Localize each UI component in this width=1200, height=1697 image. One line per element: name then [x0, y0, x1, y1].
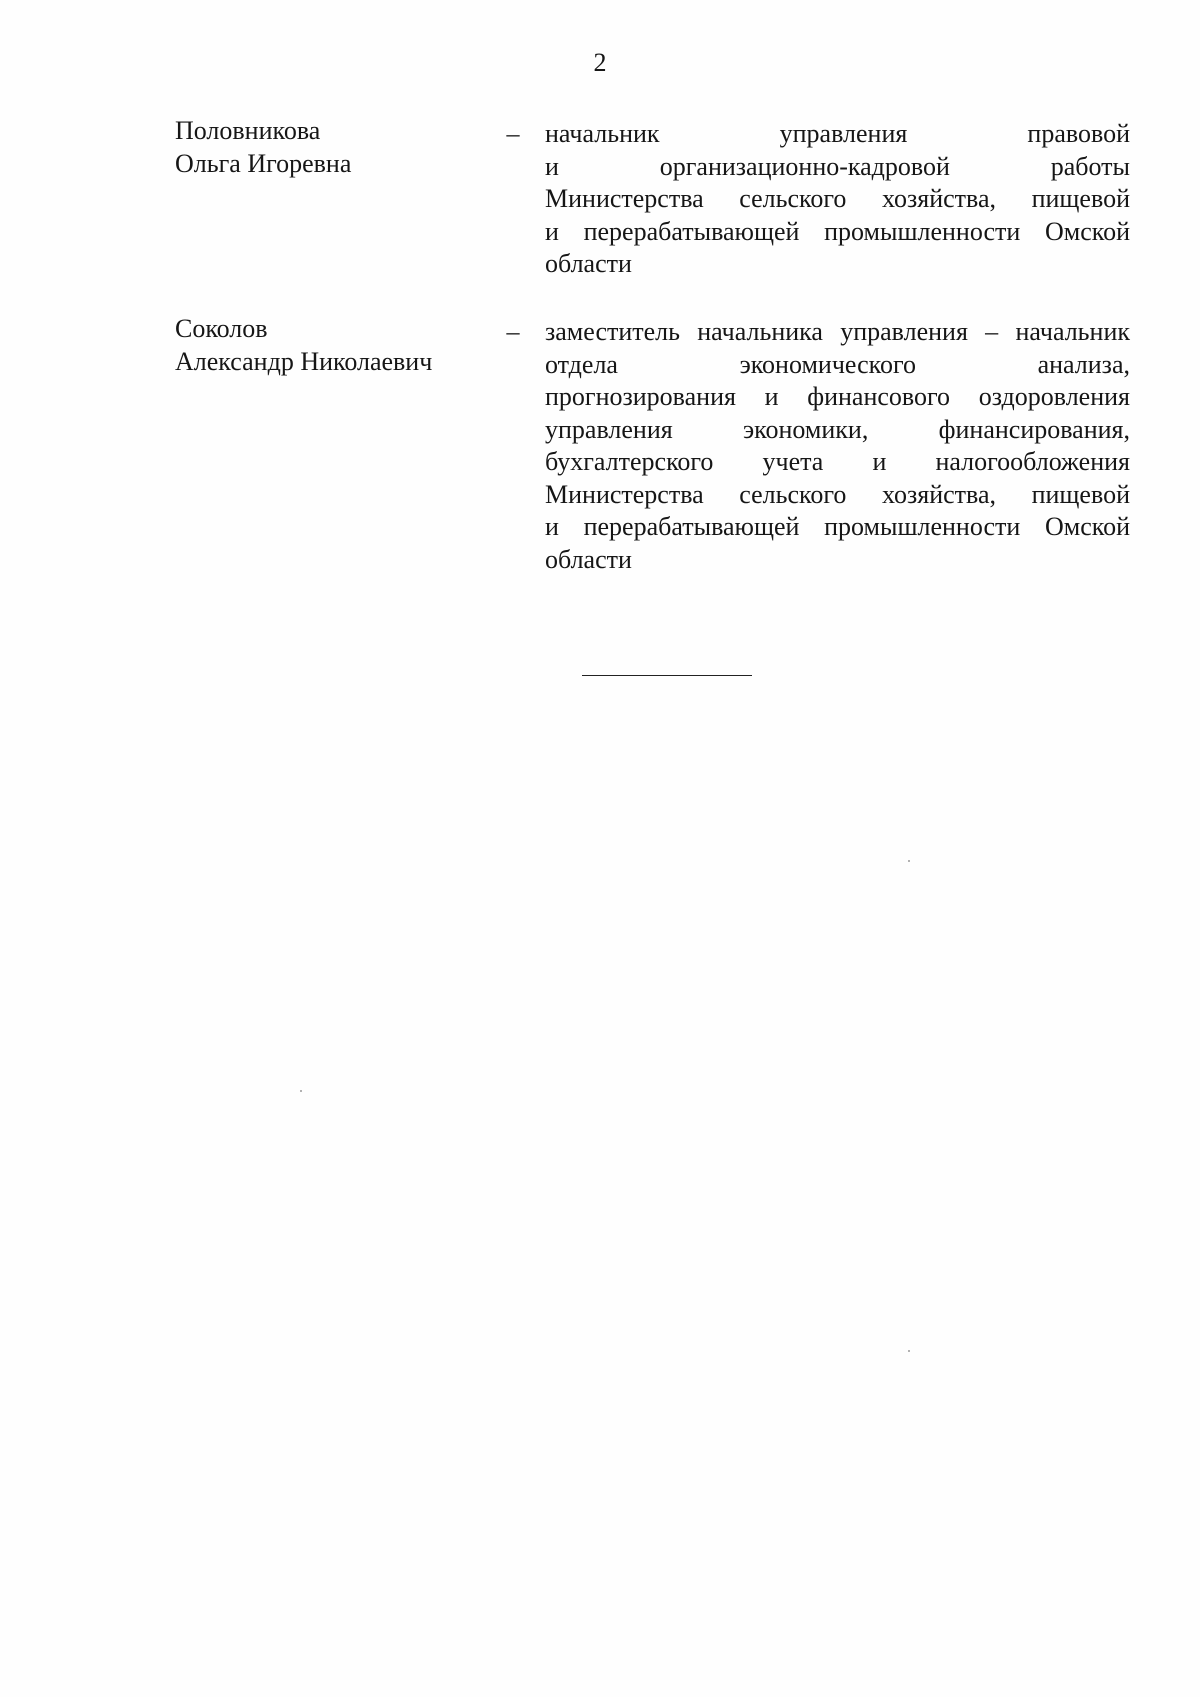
description-line: начальник управления правовой — [545, 119, 1130, 148]
description-line: прогнозирования и финансового оздоровления — [545, 382, 1130, 411]
scan-speck — [300, 1090, 302, 1092]
description-line: управления экономики, финансирования, — [545, 414, 1130, 444]
description-line: области — [545, 249, 632, 278]
description-line: Министерства сельского хозяйства, пищевой — [545, 479, 1130, 509]
scan-speck — [908, 860, 910, 862]
description-line: отдела экономического анализа, — [545, 349, 1130, 379]
page-number: 2 — [593, 48, 607, 77]
description-line: Министерства сельского хозяйства, пищевой — [545, 184, 1130, 213]
closing-rule — [582, 675, 752, 676]
position-description — [545, 118, 1130, 281]
dash-separator: – — [506, 317, 520, 346]
description-line: заместитель начальника управления – начальник — [545, 317, 1130, 346]
position-description — [545, 316, 1130, 576]
description-line: и организационно-кадровой работы — [545, 151, 1130, 181]
person-name — [175, 115, 495, 180]
given-names: Ольга Игоревна — [175, 148, 352, 178]
surname: Половникова — [175, 116, 321, 145]
person-name — [175, 313, 495, 378]
surname: Соколов — [175, 314, 268, 343]
description-line: бухгалтерского учета и налогообложения — [545, 447, 1130, 476]
scan-speck — [908, 1350, 910, 1352]
description-line: и перерабатывающей промышленности Омской — [545, 216, 1130, 246]
description-line: области — [545, 544, 632, 574]
given-names: Александр Николаевич — [175, 346, 433, 376]
dash-separator: – — [506, 119, 520, 148]
description-line: и перерабатывающей промышленности Омской — [545, 512, 1130, 541]
